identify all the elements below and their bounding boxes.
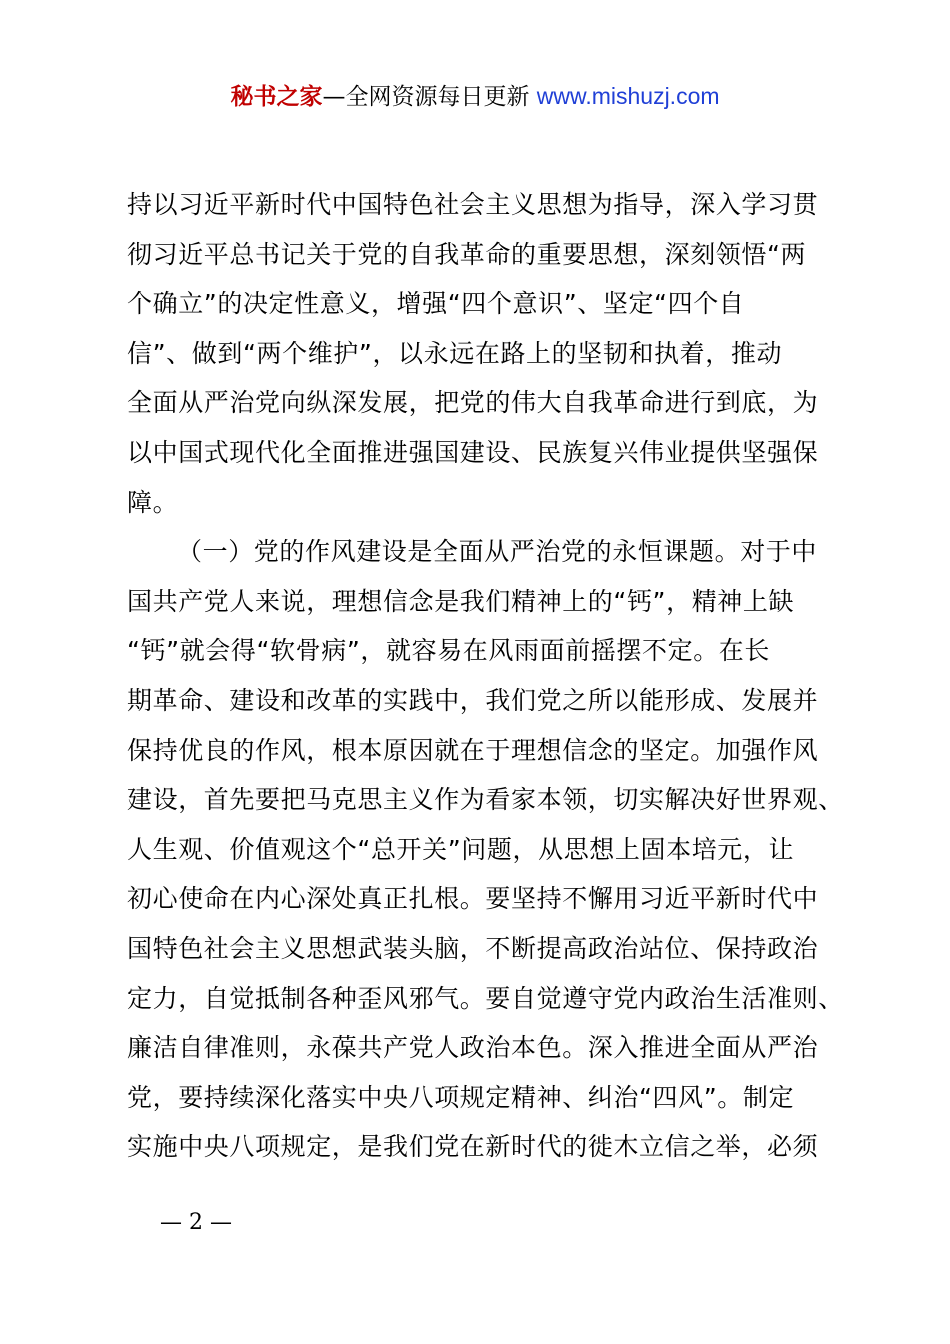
text-line: 建设，首先要把马克思主义作为看家本领，切实解决好世界观、 [127,785,844,815]
site-url-link[interactable]: www.mishuzj.com [536,83,720,109]
text-line: “钙”就会得“软骨病”，就容易在风雨面前摇摆不定。在长 [127,636,771,666]
text-line: 信”、做到“两个维护”，以永远在路上的坚韧和执着，推动 [127,338,783,368]
site-brand: 秘书之家 [230,84,323,110]
text-line: 廉洁自律准则，永葆共产党人政治本色。深入推进全面从严治 [127,1033,819,1063]
text-line: 初心使命在内心深处真正扎根。要坚持不懈用习近平新时代中 [127,884,819,914]
text-line: 党，要持续深化落实中央八项规定精神、纠治“四风”。制定 [127,1082,795,1112]
site-header [0,79,950,114]
text-line: 彻习近平总书记关于党的自我革命的重要思想，深刻领悟“两 [127,239,807,269]
site-tagline: —全网资源每日更新 [322,84,530,110]
text-line: 持以习近平新时代中国特色社会主义思想为指导，深入学习贯 [127,190,819,219]
text-line: 国共产党人来说，理想信念是我们精神上的“钙”，精神上缺 [127,586,795,616]
text-line: 保持优良的作风，根本原因就在于理想信念的坚定。加强作风 [127,735,819,765]
section-heading-line: （一）党的作风建设是全面从严治党的永恒课题。对于中 [177,537,818,567]
text-line: 定力，自觉抵制各种歪风邪气。要自觉遵守党内政治生活准则、 [127,983,844,1013]
page-number: — 2 — [160,1210,232,1235]
text-line: 国特色社会主义思想武装头脑，不断提高政治站位、保持政治 [127,933,819,963]
text-line: 全面从严治党向纵深发展，把党的伟大自我革命进行到底，为 [127,388,819,418]
text-line: 以中国式现代化全面推进强国建设、民族复兴伟业提供坚强保 [127,437,819,467]
text-line: 个确立”的决定性意义，增强“四个意识”、坚定“四个自 [127,289,745,319]
text-line: 人生观、价值观这个“总开关”问题，从思想上固本培元，让 [127,834,795,864]
text-line: 障。 [127,487,179,517]
text-line: 实施中央八项规定，是我们党在新时代的徙木立信之举，必须 [127,1132,819,1162]
document-body [127,180,844,1172]
text-line: 期革命、建设和改革的实践中，我们党之所以能形成、发展并 [127,685,819,715]
